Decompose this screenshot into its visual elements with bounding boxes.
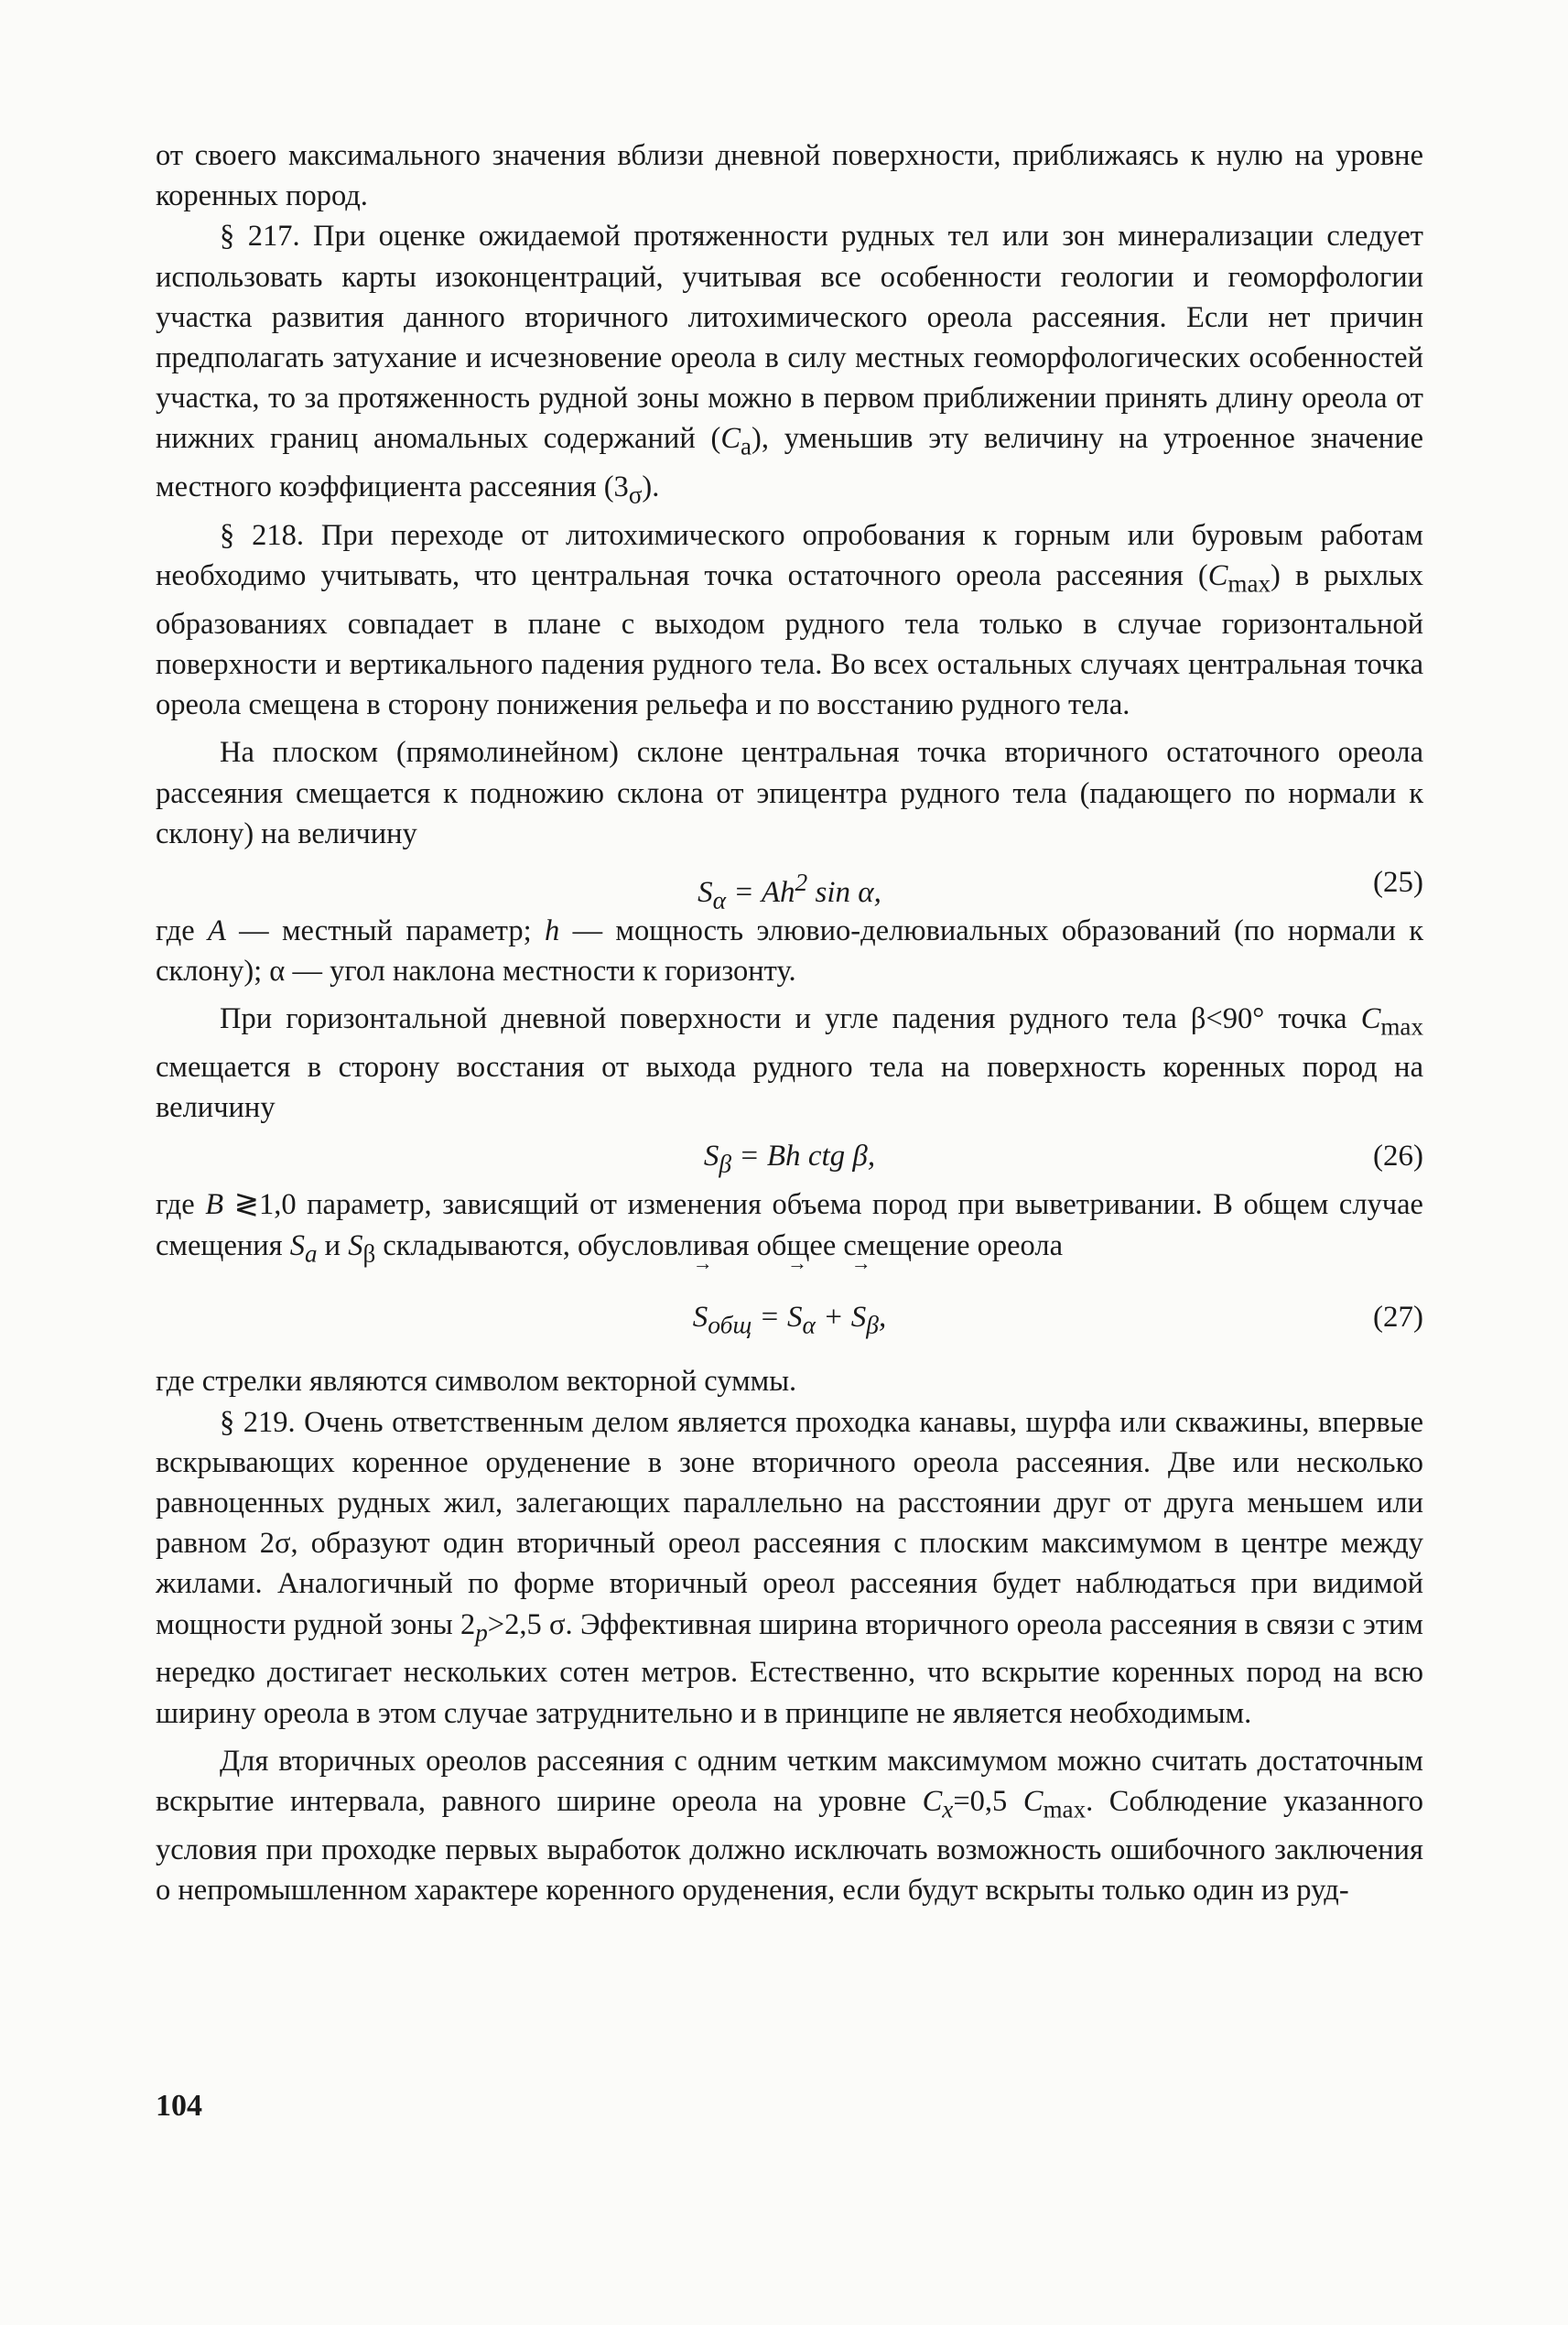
formula-25	[156, 854, 1423, 914]
paragraph-horizontal: При горизонтальной дневной поверхности и угле падения рудного тела β<90° точка $C_{max}$ смещается в сторону восстания от выхода рудного тела на поверхность коренных пород на величину	[156, 1002, 1423, 1125]
formula-26-expression: $S_\beta = Bh$ ctg β,	[703, 1140, 876, 1179]
paragraph-where-a: где A — местный параметр; h — мощность элювио-делювиальных образований (по нормали к склону); α — угол наклона местности к горизонту.	[156, 914, 1423, 989]
paragraph-maximum: Для вторичных ореолов рассеяния с одним четким максимумом можно считать достаточным вскрытие интервала, равного ширине ореола на уровне $C_x=0,5$ $C_{max}$. Соблюдение указанного условия при проходке первых выработок должно исключать возможность ошибочного заключения о непромышленном характере коренного оруденения, если будут вскрыты только один из руд-	[156, 1744, 1424, 1907]
formula-27	[156, 1273, 1423, 1361]
formula-26	[156, 1128, 1423, 1184]
formula-27-expression: → $S_{общ}$ = → $S_\alpha$ + → $S_\beta$,	[156, 1273, 1423, 1369]
formula-27-number: (27)	[1373, 1301, 1423, 1335]
formula-25-number: (25)	[1373, 865, 1423, 899]
paragraph-217: § 217. При оценке ожидаемой протяженности рудных тел или зон минерализации следует использовать карты изоконцентраций, учитывая все особенности геологии и геоморфологии участка развития данного вторичного литохимического ореола рассеяния. Если нет причин предполагать затухание и исчезновение ореола в силу местных геоморфологических особенностей участка, то за протяженность рудной зоны можно в первом приближении принять длину ореола от нижних границ аномальных содержаний $(C_а)$, уменьшив эту величину на утроенное значение местного коэффициента рассеяния $(3_\sigma)$.	[156, 220, 1423, 509]
paragraph-218: § 218. При переходе от литохимического опробования к горным или буровым работам необходимо учитывать, что центральная точка остаточного ореола рассеяния $(C_{max})$ в рыхлых образованиях совпадает в плане с выходом рудного тела только в случае горизонтальной поверхности и вертикального падения рудного тела. Во всех остальных случаях центральная точка ореола смещена в сторону понижения рельефа и по восстанию рудного тела.	[156, 518, 1423, 722]
formula-26-number: (26)	[1373, 1140, 1423, 1173]
paragraph-where-b: где B ≷1,0 параметр, зависящий от изменения объема пород при выветривании. В общем случае смещения $S_a$ и $S_\beta$ складываются, обусловливая общее смещение ореола	[156, 1188, 1423, 1268]
paragraph-219: § 219. Очень ответственным делом является проходка канавы, шурфа или скважины, впервые вскрывающих коренное оруденение в зоне вторичного ореола рассеяния. Две или несколько равноценных рудных жил, залегающих параллельно на расстоянии друг от друга меньшем или равном 2σ, образуют один вторичный ореол рассеяния с плоским максимумом в центре между жилами. Аналогичный по форме вторичный ореол рассеяния будет наблюдаться при видимой мощности рудной зоны $2_p>2,5$ σ. Эффективная ширина вторичного ореола рассеяния в связи с этим нередко достигает нескольких сотен метров. Естественно, что вскрытие коренных пород на всю ширину ореола в этом случае затруднительно и в принципе не является необходимым.	[156, 1405, 1423, 1730]
formula-25-expression: $S_\alpha = Ah^2$ sin α,	[697, 867, 881, 914]
paragraph-arrows: где стрелки являются символом векторной суммы.	[156, 1365, 797, 1399]
paragraph-continuation: от своего максимального значения вблизи дневной поверхности, приближаясь к нулю на уровне коренных пород.	[156, 139, 1423, 213]
paragraph-slope: На плоском (прямолинейном) склоне центральная точка вторичного остаточного ореола рассеяния смещается к подножию склона от эпицентра рудного тела (падающего по нормали к склону) на величину	[156, 736, 1423, 850]
page-number: 104	[156, 2089, 202, 2123]
